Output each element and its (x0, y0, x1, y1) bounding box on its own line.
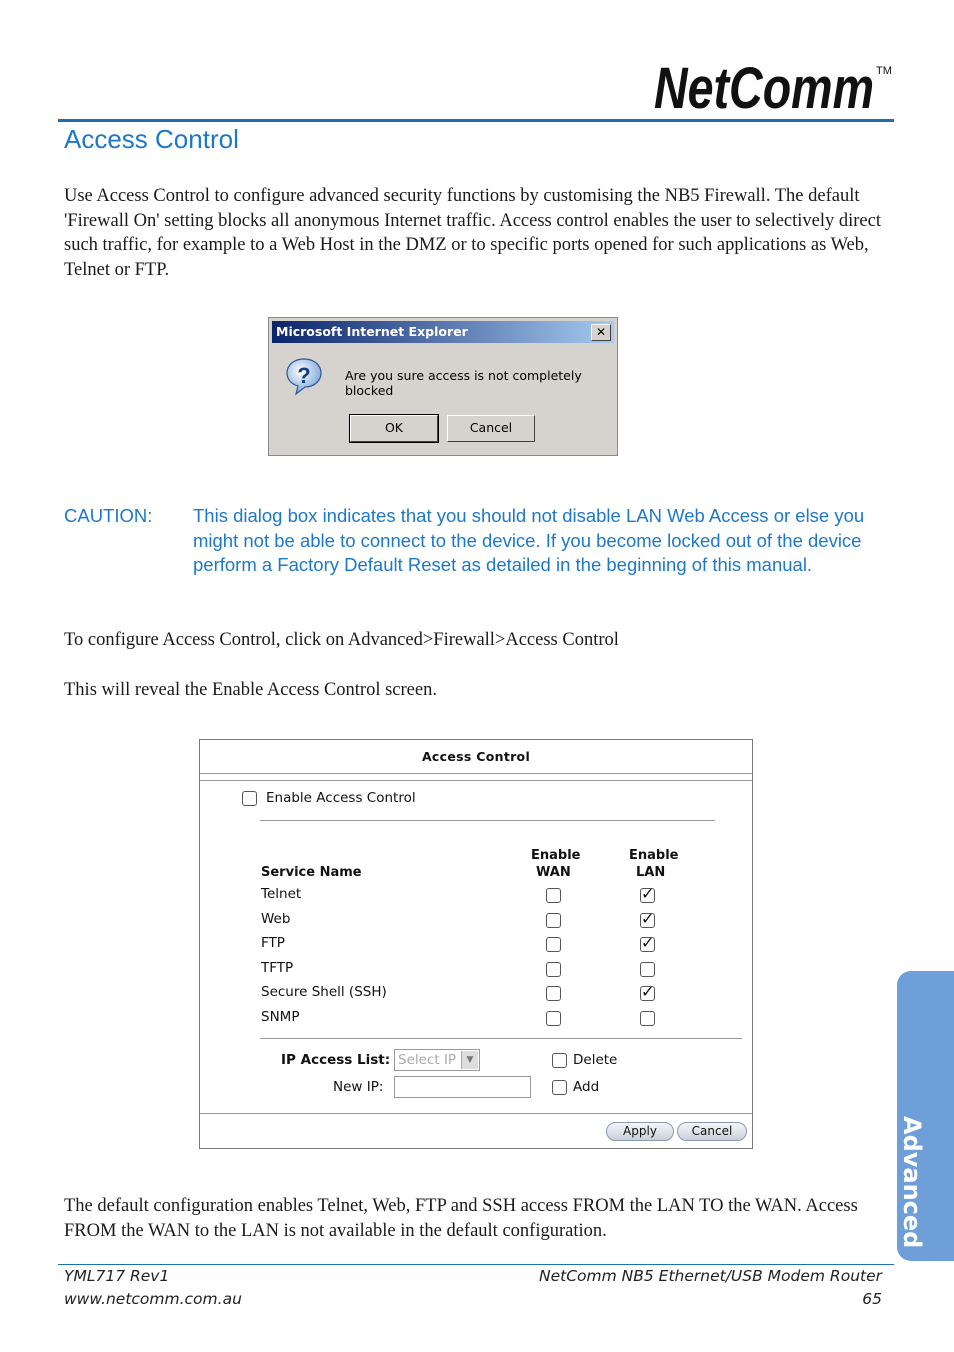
delete-label: Delete (573, 1052, 618, 1068)
ip-select-value: Select IP (398, 1052, 457, 1068)
trademark-mark: TM (876, 65, 892, 77)
snmp-wan-checkbox[interactable] (546, 1011, 561, 1026)
table-row (200, 1009, 752, 1033)
telnet-wan-checkbox[interactable] (546, 888, 561, 903)
snmp-lan-checkbox[interactable] (640, 1011, 655, 1026)
table-row (200, 911, 752, 935)
tftp-wan-checkbox[interactable] (546, 962, 561, 977)
divider (200, 773, 752, 774)
service-name: Secure Shell (SSH) (261, 984, 387, 1000)
panel-title: Access Control (421, 749, 531, 764)
question-icon (284, 356, 324, 396)
cancel-button[interactable]: Cancel (447, 415, 535, 442)
access-control-panel (199, 739, 753, 1149)
footer-page-number: 65 (862, 1290, 882, 1308)
col-lan-header-line2: LAN (636, 865, 666, 880)
col-wan-header-line1: Enable (531, 848, 581, 863)
new-ip-input[interactable] (394, 1076, 531, 1098)
service-name: TFTP (261, 960, 294, 976)
ie-confirm-dialog (268, 317, 618, 456)
chevron-down-icon: ▼ (461, 1051, 478, 1069)
delete-checkbox[interactable] (552, 1053, 567, 1068)
close-icon[interactable]: ✕ (591, 324, 611, 341)
footer-product: NetComm NB5 Ethernet/USB Modem Router (539, 1267, 882, 1285)
caution-label: CAUTION: (64, 505, 153, 526)
dialog-message: Are you sure access is not completely blocked (345, 368, 582, 398)
closing-paragraph: The default configuration enables Telnet, Web, FTP and SSH access FROM the LAN TO the WAN. Access FROM the WAN to the LAN is not available in the default configuration. (64, 1196, 858, 1241)
enable-access-control-checkbox[interactable] (242, 791, 257, 806)
ip-access-list-label: IP Access List: (281, 1052, 391, 1068)
add-label: Add (573, 1079, 600, 1095)
caution-text: This dialog box indicates that you should not disable LAN Web Access or else you might not be able to connect to the device. If you become locked out of the device perform a Factory Default Reset as detailed in the beginning of this manual. (193, 505, 865, 575)
section-side-tab: Advanced (897, 971, 954, 1261)
web-lan-checkbox[interactable] (640, 913, 655, 928)
reveal-text: This will reveal the Enable Access Control screen. (64, 680, 437, 700)
table-row (200, 935, 752, 959)
dialog-title: Microsoft Internet Explorer (276, 324, 468, 339)
service-name: FTP (261, 935, 285, 951)
ok-button[interactable]: OK (350, 415, 438, 442)
service-name: Telnet (261, 886, 302, 902)
config-path-text: To configure Access Control, click on Advanced>Firewall>Access Control (64, 630, 619, 650)
footer-website: www.netcomm.com.au (64, 1290, 242, 1308)
page-title: Access Control (64, 124, 239, 154)
divider (200, 780, 752, 781)
service-name: Web (261, 911, 291, 927)
add-checkbox[interactable] (552, 1080, 567, 1095)
apply-button[interactable]: Apply (606, 1122, 674, 1141)
logo-wordmark: NetComm (654, 56, 874, 116)
intro-paragraph: Use Access Control to configure advanced security functions by customising the NB5 Firewall. The default 'Firewall On' setting blocks all anonymous Internet traffic. Access control enables the user to selectively direct such traffic, for example to a Web Host in the DMZ or to specific ports opened for such applications as Web, Telnet or FTP. (64, 186, 881, 280)
footer-doc-id: YML717 Rev1 (64, 1267, 170, 1285)
enable-access-control-label: Enable Access Control (266, 790, 416, 806)
ssh-lan-checkbox[interactable] (640, 986, 655, 1001)
dialog-titlebar (272, 321, 614, 343)
web-wan-checkbox[interactable] (546, 913, 561, 928)
col-service-header: Service Name (261, 865, 362, 880)
netcomm-logo (652, 52, 892, 116)
table-row (200, 984, 752, 1008)
table-row (200, 960, 752, 984)
ssh-wan-checkbox[interactable] (546, 986, 561, 1001)
divider (260, 1038, 742, 1039)
tftp-lan-checkbox[interactable] (640, 962, 655, 977)
table-row (200, 886, 752, 910)
divider (260, 820, 715, 821)
footer-divider (58, 1264, 894, 1265)
col-wan-header-line2: WAN (536, 865, 571, 880)
header-divider (58, 119, 894, 122)
service-name: SNMP (261, 1009, 300, 1025)
panel-cancel-button[interactable]: Cancel (677, 1122, 747, 1141)
col-lan-header-line1: Enable (629, 848, 679, 863)
ip-access-list-select[interactable] (394, 1049, 480, 1071)
new-ip-label: New IP: (333, 1079, 384, 1095)
divider (200, 1113, 752, 1114)
ftp-wan-checkbox[interactable] (546, 937, 561, 952)
svg-text:?: ? (297, 363, 311, 388)
telnet-lan-checkbox[interactable] (640, 888, 655, 903)
ftp-lan-checkbox[interactable] (640, 937, 655, 952)
